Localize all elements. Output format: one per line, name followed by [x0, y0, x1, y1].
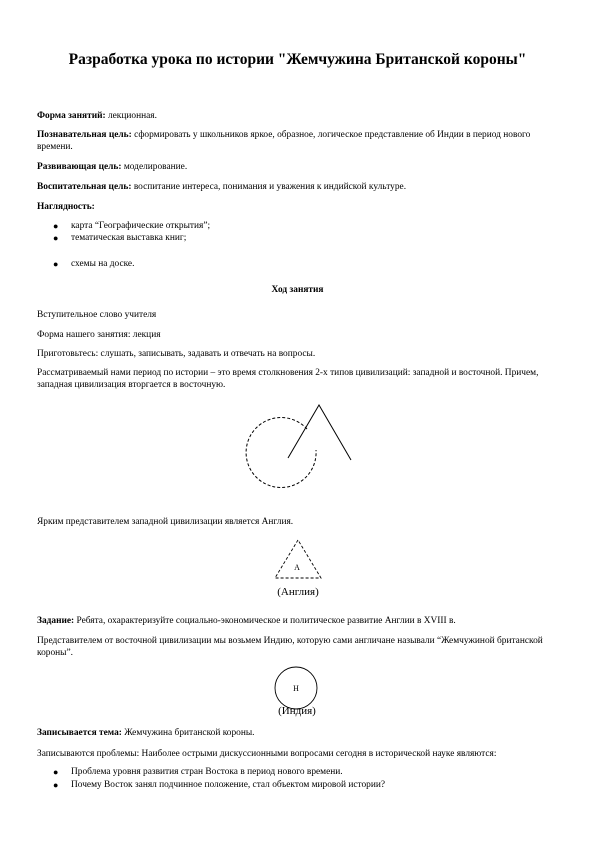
bullet-icon: ● [53, 780, 59, 790]
educational-goal-label: Воспитательная цель: [37, 182, 132, 192]
task-text: Ребята, охарактеризуйте социально-экономическое и политическое развитие Англии в XVIII в. [74, 616, 456, 626]
visuals-label: Наглядность: [37, 202, 95, 212]
intro-paragraph: Вступительное слово учителя [37, 310, 157, 320]
topic-text: Жемчужина британской короны. [121, 728, 255, 738]
bullet-icon: ● [53, 767, 59, 777]
list-item-text: схемы на доске. [71, 259, 135, 269]
form-text: лекционная. [105, 111, 157, 121]
period-paragraph: Рассматриваемый нами период по истории – это время столкновения 2-х типов цивилизаций: западной и восточной. Причем, западная цивилизация вторгается в восточную. [37, 368, 539, 391]
diagram-h-caption: (Индия) [278, 705, 316, 717]
list-item [37, 779, 557, 791]
topic-label: Записывается тема: [37, 728, 122, 738]
bullet-icon: ● [53, 233, 59, 243]
diagram-a-letter: А [294, 563, 300, 572]
form-label: Форма занятий: [37, 111, 106, 121]
list-item-text: Проблема уровня развития стран Востока в период нового времени. [71, 767, 343, 777]
cognitive-goal-label: Познавательная цель: [37, 130, 132, 140]
developing-goal-text: моделирование. [121, 162, 188, 172]
problems-paragraph: Записываются проблемы: Наиболее острыми дискуссионными вопросами сегодня в исторической науке являются: [37, 749, 497, 759]
lesson-form-paragraph: Форма нашего занятия: лекция [37, 330, 161, 340]
list-item-text: Почему Восток занял подчинное положение, стал объектом мировой истории? [71, 780, 386, 790]
topic-paragraph [37, 727, 562, 739]
educational-goal-text: воспитание интереса, понимания и уважения к индийской культуре. [131, 182, 407, 192]
diagram-a-caption: (Англия) [277, 586, 319, 598]
cognitive-goal-text: сформировать у школьников яркое, образное, логическое представление об Индии в период нового времени. [37, 130, 531, 153]
england-paragraph: Ярким представителем западной цивилизации является Англия. [37, 517, 294, 527]
india-paragraph: Представителем от восточной цивилизации мы возьмем Индию, которую сами англичане называли “Жемчужиной британской короны”. [37, 636, 543, 659]
prepare-paragraph: Приготовьтесь: слушать, записывать, задавать и отвечать на вопросы. [37, 349, 316, 359]
problems-list [37, 766, 557, 791]
diagram-h-letter: Н [293, 684, 299, 693]
bullet-icon: ● [53, 221, 59, 231]
bullet-icon: ● [53, 259, 59, 269]
list-item [37, 766, 557, 779]
page-title: Разработка урока по истории "Жемчужина Британской короны" [68, 51, 527, 68]
task-label: Задание: [37, 616, 75, 626]
developing-goal-label: Развивающая цель: [37, 162, 122, 172]
list-item-text: тематическая выставка книг; [71, 233, 187, 243]
list-item-text: карта “Географические открытия”; [71, 221, 211, 231]
lesson-heading: Ход занятия [271, 285, 324, 295]
